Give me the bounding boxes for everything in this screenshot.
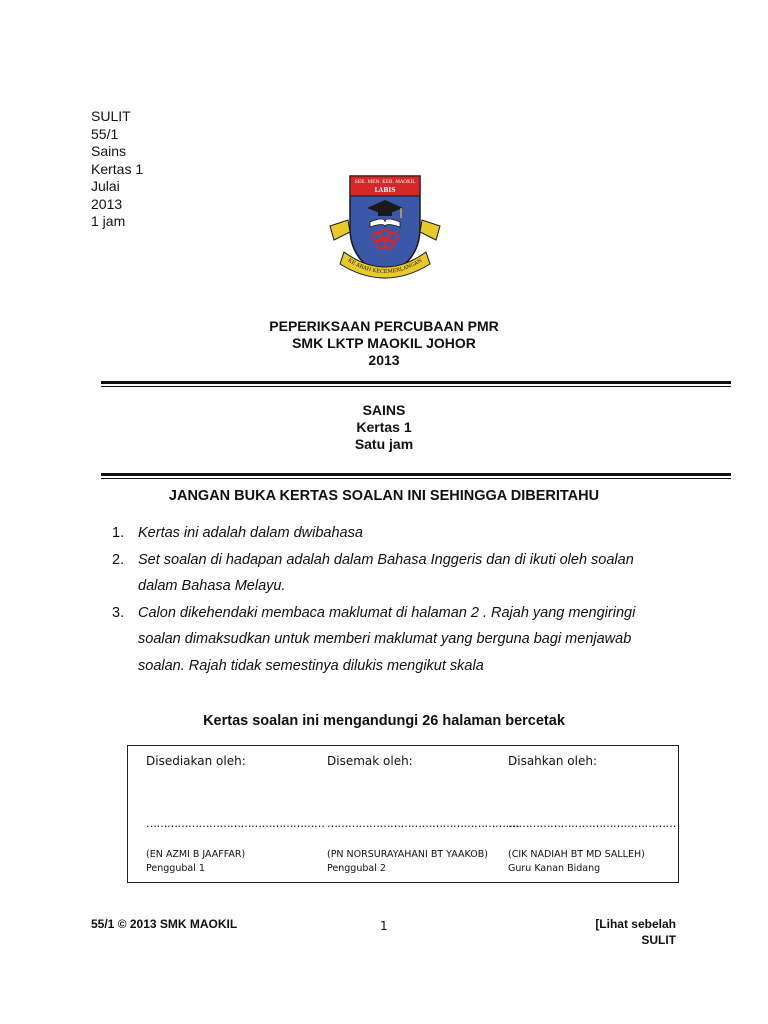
svg-text:SEK. MEN. KEB. MAOKIL: SEK. MEN. KEB. MAOKIL	[354, 180, 416, 185]
signatory-name: (PN NORSURAYAHANI BT YAAKOB)	[327, 849, 488, 860]
footer-turn-over: [Lihat sebelah	[595, 917, 676, 931]
school-crest-logo	[326, 170, 444, 282]
footer-copyright: 55/1 © 2013 SMK MAOKIL	[91, 917, 238, 931]
instruction-text: soalan. Rajah tidak semestinya dilukis mengikut skala	[138, 657, 484, 674]
header-classification: SULIT	[91, 108, 131, 124]
header-subject: Sains	[91, 143, 127, 159]
instructions-list	[112, 520, 672, 679]
instruction-text: Set soalan di hadapan adalah dalam Bahasa Inggeris dan di ikuti oleh soalan	[138, 551, 634, 568]
warning-text: JANGAN BUKA KERTAS SOALAN INI SEHINGGA DIBERITAHU	[168, 488, 600, 504]
signatory-label: Disemak oleh:	[327, 754, 413, 768]
exam-school: SMK LKTP MAOKIL JOHOR	[292, 335, 476, 351]
paper-number: Kertas 1	[356, 419, 412, 435]
header-year: 2013	[91, 195, 123, 212]
footer-next-page	[590, 917, 676, 947]
instruction-text: Calon dikehendaki membaca maklumat di halaman 2 . Rajah yang mengiringi	[138, 604, 636, 621]
page-number: 1	[380, 919, 388, 933]
exam-title-block	[0, 318, 768, 369]
exam-year: 2013	[368, 352, 400, 368]
svg-text:LABIS: LABIS	[374, 187, 396, 194]
instruction-text: soalan dimaksudkan untuk memberi maklumat yang berguna bagi menjawab	[138, 631, 632, 647]
instruction-item	[112, 600, 672, 680]
paper-duration: Satu jam	[354, 436, 414, 452]
header-paper: Kertas 1	[91, 160, 144, 177]
signatory-name: (EN AZMI B JAAFFAR)	[146, 849, 246, 860]
signatory-role: Guru Kanan Bidang	[508, 863, 601, 874]
signatory-role: Penggubal 1	[146, 863, 205, 874]
footer-classification: SULIT	[641, 933, 676, 947]
instruction-text: Kertas ini adalah dalam dwibahasa	[138, 525, 363, 541]
svg-text:KE ARAH KECEMERLANGAN: KE ARAH KECEMERLANGAN	[346, 257, 424, 276]
signatory-label: Disediakan oleh:	[146, 754, 246, 768]
instruction-number: 2.	[112, 551, 125, 568]
signatory-label: Disahkan oleh:	[508, 754, 598, 768]
signature-line: ……………………………………………	[146, 817, 325, 830]
header-paper-code: 55/1	[91, 125, 119, 142]
divider-line	[101, 473, 731, 479]
divider-line	[101, 381, 731, 387]
signatory-name: (CIK NADIAH BT MD SALLEH)	[508, 849, 645, 860]
signatory-role: Penggubal 2	[327, 863, 386, 874]
instruction-number: 1.	[112, 525, 125, 541]
instruction-text: dalam Bahasa Melayu.	[138, 578, 286, 594]
instruction-item	[112, 547, 672, 600]
paper-subject: SAINS	[362, 402, 406, 418]
signature-line: ……………………………………………….	[327, 817, 519, 830]
header-duration: 1 jam	[91, 213, 126, 229]
exam-title: PEPERIKSAAN PERCUBAAN PMR	[269, 318, 499, 334]
signature-box	[127, 745, 679, 883]
instruction-item	[112, 520, 672, 547]
instruction-number: 3.	[112, 604, 125, 621]
signature-line: …………………………………………	[508, 817, 676, 830]
paper-info-block	[0, 402, 768, 453]
document-header	[91, 108, 143, 231]
header-month: Julai	[91, 178, 120, 194]
page-count-text: Kertas soalan ini mengandungi 26 halaman bercetak	[203, 713, 565, 729]
